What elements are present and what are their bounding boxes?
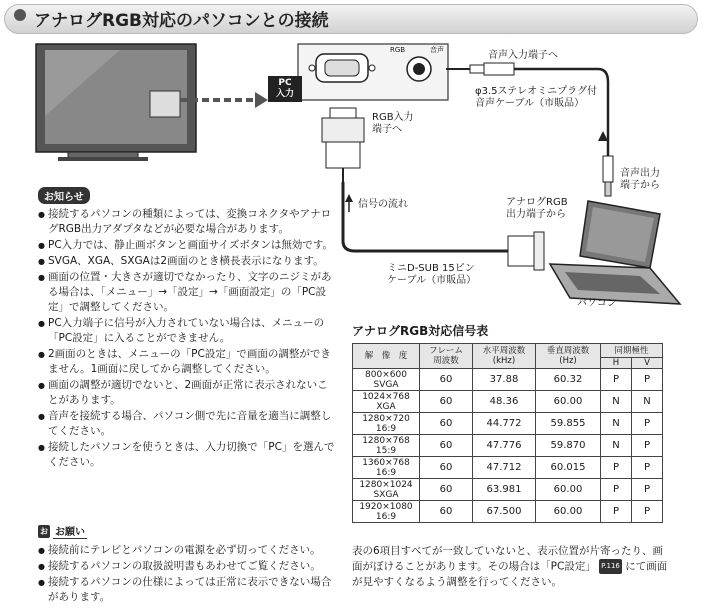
cell-h: P xyxy=(601,501,632,523)
analog-rgb-output-label: アナログRGB 出力端子から xyxy=(506,197,568,220)
notice-item: ● 画面の調整が適切でないと、2画面が正常に表示されないことがあります。 xyxy=(38,378,338,408)
cell-v: P xyxy=(632,413,663,435)
page-reference: P.116 xyxy=(599,559,622,574)
cell-v: N xyxy=(632,391,663,413)
tv-illustration xyxy=(36,44,196,161)
col-h: H xyxy=(601,358,632,369)
cell-h-freq: 67.500 xyxy=(473,501,536,523)
cell-frame: 60 xyxy=(420,501,473,523)
cell-v: P xyxy=(632,457,663,479)
cell-resolution: 1024×768 XGA xyxy=(353,391,420,413)
cell-resolution: 1360×768 16:9 xyxy=(353,457,420,479)
table-row xyxy=(353,391,663,413)
request-item: ● 接続するパソコンの仕様によっては正常に表示できない場合があります。 xyxy=(38,575,338,605)
cell-resolution: 1920×1080 16:9 xyxy=(353,501,420,523)
request-list xyxy=(38,543,338,606)
cell-v-freq: 59.870 xyxy=(536,435,601,457)
cell-frame: 60 xyxy=(420,413,473,435)
rgb-panel-label: RGB xyxy=(390,46,406,54)
cell-h: P xyxy=(601,369,632,391)
vga-plug-bottom-icon xyxy=(508,232,544,270)
signal-flow-label: 信号の流れ xyxy=(358,199,408,210)
cell-v-freq: 60.00 xyxy=(536,391,601,413)
cell-frame: 60 xyxy=(420,457,473,479)
notice-list xyxy=(38,207,338,471)
table-row xyxy=(353,501,663,523)
col-horizontal: 水平周波数 (kHz) xyxy=(473,344,536,369)
title-bullet-icon xyxy=(14,9,26,21)
cell-frame: 60 xyxy=(420,435,473,457)
table-footnote: 表の6項目すべてが一致していないと、表示位置が片寄ったり、画 面がぼけることがあります。その場合は「PC設定」 P.116 にて画面 が見やすくなるよう調整を行ってください。 xyxy=(352,545,668,588)
notice-item: ● 画面の位置・大きさが適切でなかったり、文字のニジミがある場合は、「メニュー」→「設定」→「画面設定」の「PC設定」で調整してください。 xyxy=(38,270,338,315)
audio-jack-icon xyxy=(407,57,431,81)
cell-v-freq: 60.32 xyxy=(536,369,601,391)
cell-v-freq: 60.00 xyxy=(536,501,601,523)
vga-plug-top-icon xyxy=(322,108,364,182)
audio-cable xyxy=(514,69,608,156)
cell-h-freq: 63.981 xyxy=(473,479,536,501)
cell-h: N xyxy=(601,435,632,457)
cell-v: P xyxy=(632,501,663,523)
cell-v-freq: 60.015 xyxy=(536,457,601,479)
cell-v: P xyxy=(632,369,663,391)
cell-frame: 60 xyxy=(420,391,473,413)
table-title: アナログRGB対応信号表 xyxy=(352,324,489,338)
cell-h: N xyxy=(601,391,632,413)
pc-label: パソコン xyxy=(577,298,617,309)
cell-v: P xyxy=(632,435,663,457)
notice-item: ● 接続したパソコンを使うときは、入力切換で「PC」を選んでください。 xyxy=(38,440,338,470)
notice-item: ● PC入力では、静止画ボタンと画面サイズボタンは無効です。 xyxy=(38,238,338,253)
cell-h-freq: 47.712 xyxy=(473,457,536,479)
notice-badge: お知らせ xyxy=(38,187,90,204)
col-frame: フレーム 周波数 xyxy=(420,344,473,369)
dsub-cable xyxy=(343,182,508,251)
vga-port-icon xyxy=(309,54,375,82)
cell-h: P xyxy=(601,479,632,501)
laptop-icon xyxy=(550,201,680,304)
audio-input-terminal-label: 音声入力端子へ xyxy=(488,50,558,61)
page-title: アナログRGB対応のパソコンとの接続 xyxy=(34,11,329,31)
audio-panel-label: 音声 xyxy=(430,46,444,54)
dsub-cable-label: ミニD-SUB 15ピン ケーブル（市販品） xyxy=(387,263,477,286)
notice-item: ● 2画面のときは、メニューの「PC設定」で画面の調整ができません。1画面に戻してから調整してください。 xyxy=(38,347,338,377)
cell-h-freq: 44.772 xyxy=(473,413,536,435)
request-badge-label: お願い xyxy=(53,523,87,539)
request-badge xyxy=(38,523,87,539)
signal-table xyxy=(352,343,663,523)
table-row xyxy=(353,457,663,479)
cell-v: P xyxy=(632,479,663,501)
cell-resolution: 1280×720 16:9 xyxy=(353,413,420,435)
col-resolution: 解 像 度 xyxy=(353,344,420,369)
cell-h-freq: 37.88 xyxy=(473,369,536,391)
table-row xyxy=(353,435,663,457)
audio-output-label: 音声出力 端子から xyxy=(620,168,660,191)
col-v: V xyxy=(632,358,663,369)
cell-h-freq: 47.776 xyxy=(473,435,536,457)
table-row xyxy=(353,479,663,501)
rgb-input-terminal-label: RGB入力 端子へ xyxy=(372,112,414,135)
request-item: ● 接続前にテレビとパソコンの電源を必ず切ってください。 xyxy=(38,543,338,558)
col-vertical: 垂直周波数 (Hz) xyxy=(536,344,601,369)
pc-input-label: PC 入力 xyxy=(268,76,302,102)
cell-v-freq: 60.00 xyxy=(536,479,601,501)
notice-item: ● 接続するパソコンの種類によっては、変換コネクタやアナログRGB出力アダプタなどが必要な場合があります。 xyxy=(38,207,338,237)
cell-h: P xyxy=(601,457,632,479)
table-row xyxy=(353,369,663,391)
request-icon: お xyxy=(40,526,48,536)
notice-item: ● PC入力端子に信号が入力されていない場合は、メニューの「PC設定」に入ることができません。 xyxy=(38,316,338,346)
cell-resolution: 1280×1024 SXGA xyxy=(353,479,420,501)
cell-frame: 60 xyxy=(420,369,473,391)
cell-resolution: 1280×768 15:9 xyxy=(353,435,420,457)
notice-item: ● SVGA、XGA、SXGAは2画面のとき横長表示になります。 xyxy=(38,254,338,269)
col-sync-polarity: 同期極性 xyxy=(601,344,663,358)
notice-item: ● 音声を接続する場合、パソコン側で先に音量を適当に調整してください。 xyxy=(38,409,338,439)
stereo-cable-label: φ3.5ステレオミニプラグ付 音声ケーブル（市販品） xyxy=(475,86,598,109)
cell-resolution: 800×600 SVGA xyxy=(353,369,420,391)
request-item: ● 接続するパソコンの取扱説明書もあわせてご覧ください。 xyxy=(38,559,338,574)
cell-h-freq: 48.36 xyxy=(473,391,536,413)
cell-frame: 60 xyxy=(420,479,473,501)
cell-h: N xyxy=(601,413,632,435)
cell-v-freq: 59.855 xyxy=(536,413,601,435)
table-row xyxy=(353,413,663,435)
